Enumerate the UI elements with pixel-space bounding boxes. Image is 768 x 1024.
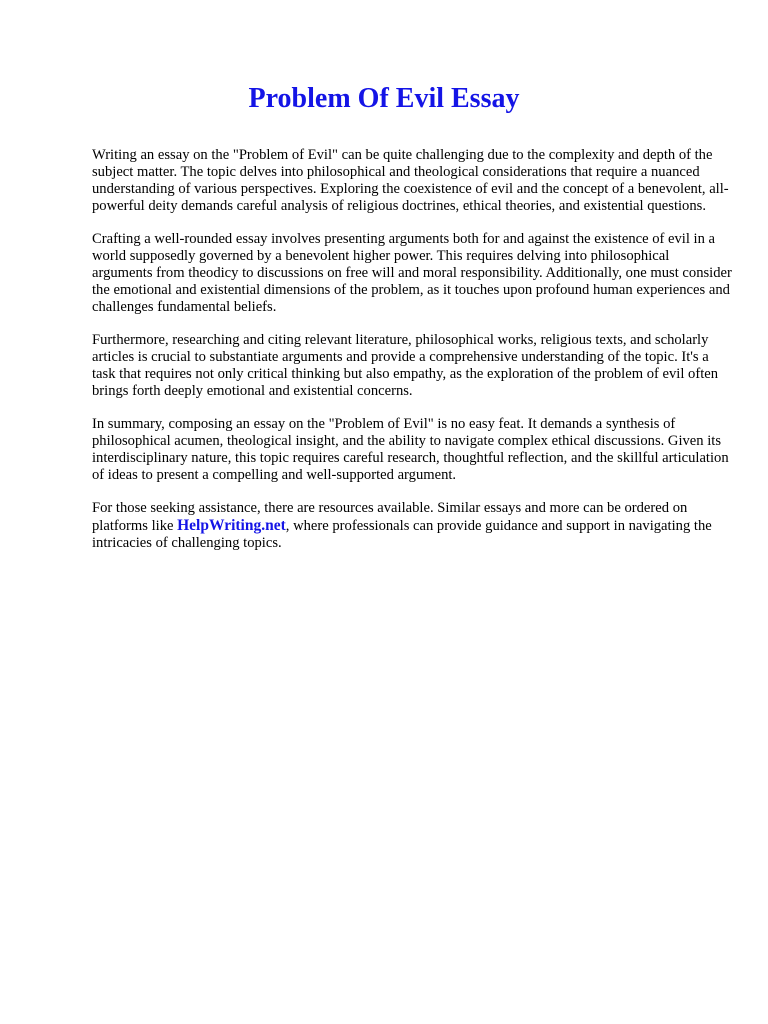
closing-text-before-link: For those seeking assistance, there are resources available. Similar essays and more can be ordered on platforms like	[92, 500, 688, 534]
paragraph-3: Furthermore, researching and citing relevant literature, philosophical works, religious texts, and scholarly articles is crucial to substantiate arguments and provide a comprehensive understanding of the topic. It's a task that requires not only critical thinking but also empathy, as the exploration of the problem of evil often brings forth deeply emotional and existential concerns.	[92, 332, 719, 399]
document-title: Problem Of Evil Essay	[248, 83, 520, 114]
paragraph-2: Crafting a well-rounded essay involves presenting arguments both for and against the existence of evil in a world supposedly governed by a benevolent higher power. This requires delving into philosophical arguments from theodicy to discussions on free will and moral responsibility. Additionally, one must consider the emotional and existential dimensions of the problem, as it touches upon profound human experiences and challenges fundamental beliefs.	[92, 231, 732, 315]
closing-paragraph	[92, 500, 732, 552]
closing-text-after-link: , where professionals can provide guidance and support in navigating the intricacies of challenging topics.	[92, 518, 712, 551]
paragraph-1: Writing an essay on the "Problem of Evil" can be quite challenging due to the complexity and depth of the subject matter. The topic delves into philosophical and theological considerations that require a nuanced understanding of various perspectives. Exploring the coexistence of evil and the concept of a benevolent, all-powerful deity demands careful analysis of religious doctrines, ethical theories, and existential questions.	[92, 147, 729, 214]
paragraph-4: In summary, composing an essay on the "Problem of Evil" is no easy feat. It demands a synthesis of philosophical acumen, theological insight, and the ability to navigate complex ethical discussions. Given its interdisciplinary nature, this topic requires careful research, thoughtful reflection, and the skillful articulation of ideas to present a compelling and well-supported argument.	[92, 416, 729, 483]
document-body	[92, 147, 732, 568]
helpwriting-link[interactable]: HelpWriting.net	[177, 517, 286, 534]
